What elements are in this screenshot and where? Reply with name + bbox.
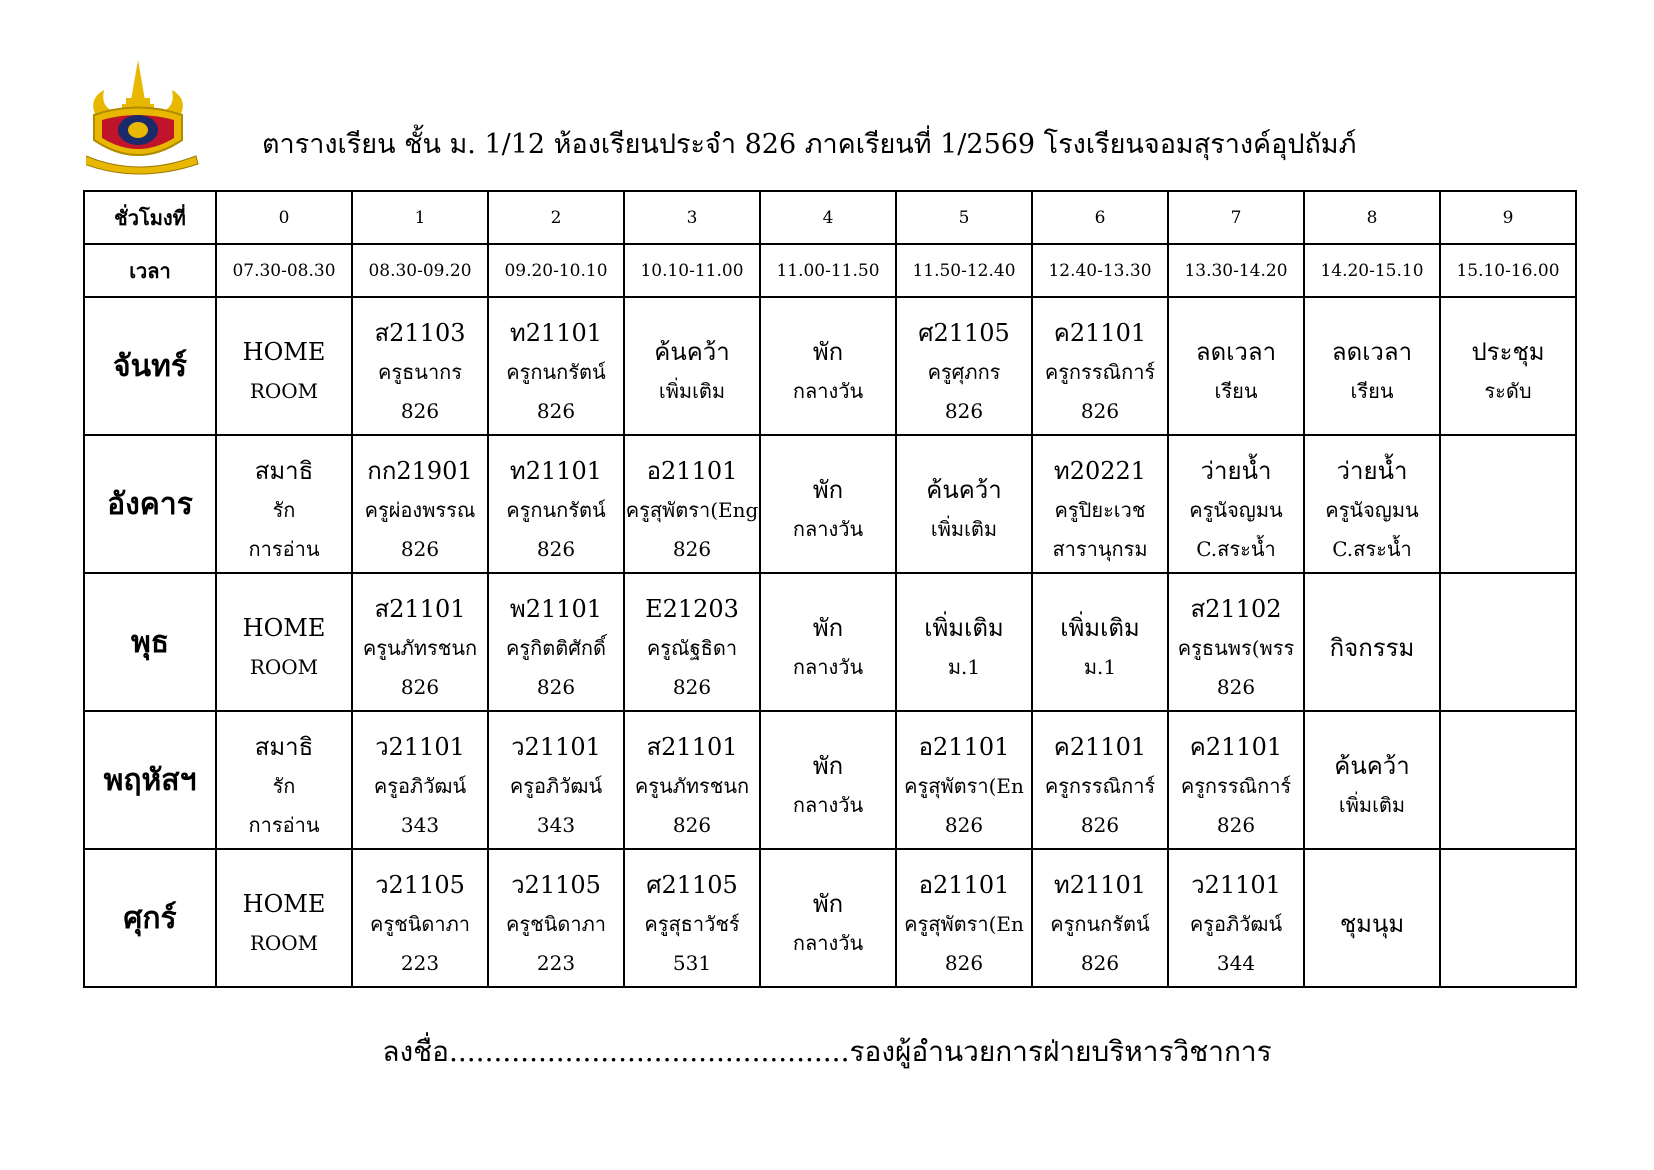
schedule-cell — [352, 849, 488, 987]
schedule-cell — [352, 711, 488, 849]
time-slot: 11.50-12.40 — [896, 244, 1032, 297]
time-slot: 12.40-13.30 — [1032, 244, 1168, 297]
schedule-cell — [1032, 711, 1168, 849]
period-number: 1 — [352, 191, 488, 244]
schedule-cell — [1440, 435, 1576, 573]
detail-text: ครูกรรณิการ์ — [1044, 359, 1156, 384]
room-text: 223 — [536, 950, 576, 975]
subject-text: อ21101 — [646, 456, 738, 485]
period-number: 2 — [488, 191, 624, 244]
subject-text: สมาธิ — [254, 732, 314, 761]
room-text: 826 — [672, 812, 712, 837]
time-slot: 09.20-10.10 — [488, 244, 624, 297]
subject-text: ค้นคว้า — [1334, 752, 1410, 780]
period-number: 9 — [1440, 191, 1576, 244]
schedule-cell — [488, 297, 624, 435]
room-text: 826 — [944, 398, 984, 423]
detail-text: ม.1 — [947, 655, 981, 679]
detail-text: ครูชนิดาภา — [370, 911, 470, 936]
subject-text: ส21103 — [374, 318, 466, 347]
detail-text: ครูผ่องพรรณ — [364, 497, 476, 522]
room-text: การอ่าน — [248, 536, 320, 561]
subject-text: ค21101 — [1053, 732, 1147, 761]
schedule-cell — [896, 711, 1032, 849]
detail-text: ครูณัฐธิดา — [646, 635, 738, 660]
schedule-cell — [1032, 849, 1168, 987]
room-text: 826 — [400, 398, 440, 423]
room-text: 344 — [1216, 950, 1256, 975]
room-text: 826 — [1216, 812, 1256, 837]
detail-text: ครูกนกรัตน์ — [506, 497, 606, 522]
day-row — [84, 711, 1576, 849]
schedule-cell — [216, 435, 352, 573]
time-slot: 10.10-11.00 — [624, 244, 760, 297]
subject-text: พัก — [812, 476, 844, 504]
day-row — [84, 849, 1576, 987]
subject-text: E21203 — [645, 594, 739, 623]
schedule-cell — [216, 297, 352, 435]
subject-text: ค้นคว้า — [926, 476, 1002, 504]
detail-text: เรียน — [1214, 379, 1258, 403]
room-text: 826 — [672, 674, 712, 699]
room-text: 826 — [1080, 398, 1120, 423]
period-number: 6 — [1032, 191, 1168, 244]
schedule-cell — [1032, 435, 1168, 573]
detail-text: ครูธนพร(พรร — [1177, 635, 1295, 660]
schedule-cell — [1168, 297, 1304, 435]
subject-text: สมาธิ — [254, 456, 314, 485]
time-slot: 07.30-08.30 — [216, 244, 352, 297]
detail-text: ครูกนกรัตน์ — [1050, 911, 1150, 936]
subject-text: ท21101 — [509, 456, 603, 485]
room-text: 826 — [944, 812, 984, 837]
subject-text: ว21101 — [511, 732, 601, 761]
period-number: 0 — [216, 191, 352, 244]
subject-text: ศ21105 — [918, 318, 1010, 347]
day-label: พฤหัสฯ — [84, 711, 216, 849]
detail-text: ครูอภิวัฒน์ — [509, 773, 603, 798]
schedule-cell — [216, 573, 352, 711]
subject-text: พัก — [812, 614, 844, 642]
period-number: 5 — [896, 191, 1032, 244]
schedule-cell — [352, 297, 488, 435]
detail-text: ครูสุพัตรา(En — [904, 911, 1024, 936]
detail-text: ครูศุภกร — [927, 359, 1001, 384]
detail-text: ครูสุพัตรา(En — [904, 773, 1024, 798]
schedule-cell — [1440, 573, 1576, 711]
room-text: 826 — [536, 536, 576, 561]
detail-text: ครูกิตติศักดิ์ — [506, 635, 606, 660]
detail-text: ครูนัจญมน — [1325, 497, 1419, 522]
subject-text: HOME — [242, 614, 326, 642]
detail-text: เพิ่มเติม — [658, 379, 726, 403]
room-text: C.สระน้ำ — [1332, 536, 1412, 561]
schedule-cell — [760, 297, 896, 435]
schedule-cell — [896, 297, 1032, 435]
room-text: 223 — [400, 950, 440, 975]
detail-text: ครูกรรณิการ์ — [1044, 773, 1156, 798]
schedule-cell — [624, 297, 760, 435]
detail-text: เพิ่มเติม — [930, 517, 998, 541]
detail-text: เพิ่มเติม — [1338, 793, 1406, 817]
subject-text: ลดเวลา — [1331, 338, 1413, 366]
room-text: การอ่าน — [248, 812, 320, 837]
subject-text: ส21101 — [374, 594, 466, 623]
schedule-cell — [1168, 849, 1304, 987]
schedule-cell — [760, 573, 896, 711]
schedule-cell — [896, 849, 1032, 987]
room-text: 531 — [672, 950, 712, 975]
subject-text: กิจกรรม — [1329, 633, 1415, 662]
schedule-cell — [1168, 711, 1304, 849]
schedule-cell — [488, 849, 624, 987]
room-text: 343 — [536, 812, 576, 837]
subject-text: พัก — [812, 338, 844, 366]
subject-text: ว่ายน้ำ — [1200, 456, 1272, 485]
schedule-cell — [760, 849, 896, 987]
room-text: 826 — [672, 536, 712, 561]
schedule-cell — [216, 711, 352, 849]
room-text: 826 — [400, 536, 440, 561]
schedule-cell — [1304, 573, 1440, 711]
detail-text: ROOM — [249, 379, 319, 403]
period-number: 4 — [760, 191, 896, 244]
schedule-cell — [624, 573, 760, 711]
time-slot: 15.10-16.00 — [1440, 244, 1576, 297]
time-label: เวลา — [84, 244, 216, 297]
day-label: จันทร์ — [84, 297, 216, 435]
schedule-cell — [624, 435, 760, 573]
timetable — [83, 190, 1577, 988]
schedule-cell — [1304, 849, 1440, 987]
detail-text: ครูธนากร — [377, 359, 463, 384]
subject-text: ว21105 — [511, 870, 601, 899]
time-slot: 11.00-11.50 — [760, 244, 896, 297]
subject-text: ลดเวลา — [1195, 338, 1277, 366]
subject-text: ว21101 — [375, 732, 465, 761]
subject-text: เพิ่มเติม — [924, 614, 1004, 642]
day-label: อังคาร — [84, 435, 216, 573]
subject-text: ว21101 — [1191, 870, 1281, 899]
subject-text: อ21101 — [918, 732, 1010, 761]
detail-text: ครูอภิวัฒน์ — [1189, 911, 1283, 936]
room-text: 826 — [944, 950, 984, 975]
day-row — [84, 573, 1576, 711]
detail-text: กลางวัน — [792, 655, 864, 679]
detail-text: ครูนภัทรชนก — [634, 773, 750, 798]
schedule-cell — [216, 849, 352, 987]
schedule-cell — [488, 711, 624, 849]
day-label: ศุกร์ — [84, 849, 216, 987]
detail-text: ครูนภัทรชนก — [362, 635, 478, 660]
subject-text: พัก — [812, 752, 844, 780]
room-text: 826 — [536, 398, 576, 423]
schedule-cell — [1304, 435, 1440, 573]
period-number: 7 — [1168, 191, 1304, 244]
schedule-cell — [896, 573, 1032, 711]
subject-text: ประชุม — [1471, 338, 1545, 366]
subject-text: ส21102 — [1190, 594, 1282, 623]
schedule-cell — [1304, 711, 1440, 849]
detail-text: ระดับ — [1484, 379, 1532, 403]
room-text: 826 — [1216, 674, 1256, 699]
period-number: 3 — [624, 191, 760, 244]
subject-text: อ21101 — [918, 870, 1010, 899]
subject-text: ท21101 — [509, 318, 603, 347]
room-text: 826 — [536, 674, 576, 699]
subject-text: พัก — [812, 890, 844, 918]
room-text: 826 — [400, 674, 440, 699]
detail-text: ครูสุธาวัชร์ — [644, 911, 740, 936]
subject-text: HOME — [242, 890, 326, 918]
day-row — [84, 435, 1576, 573]
subject-text: ชุมนุม — [1339, 909, 1405, 938]
detail-text: ครูนัจญมน — [1189, 497, 1283, 522]
schedule-cell — [896, 435, 1032, 573]
subject-text: เพิ่มเติม — [1060, 614, 1140, 642]
detail-text: กลางวัน — [792, 379, 864, 403]
schedule-cell — [1440, 711, 1576, 849]
detail-text: ครูปิยะเวช — [1054, 497, 1146, 522]
detail-text: ครูชนิดาภา — [506, 911, 606, 936]
subject-text: ท20221 — [1053, 456, 1147, 485]
time-header-row — [84, 244, 1576, 297]
subject-text: ค21101 — [1189, 732, 1283, 761]
document-title: ตารางเรียน ชั้น ม. 1/12 ห้องเรียนประจำ 826 ภาคเรียนที่ 1/2569 โรงเรียนจอมสุรางค์อุปถัมภ์ — [262, 129, 1357, 160]
subject-text: ว่ายน้ำ — [1336, 456, 1408, 485]
schedule-cell — [624, 849, 760, 987]
detail-text: ครูกนกรัตน์ — [506, 359, 606, 384]
schedule-cell — [1304, 297, 1440, 435]
detail-text: รัก — [272, 497, 296, 522]
schedule-cell — [1168, 435, 1304, 573]
detail-text: ม.1 — [1083, 655, 1117, 679]
day-label: พุธ — [84, 573, 216, 711]
schedule-cell — [488, 435, 624, 573]
schedule-cell — [352, 435, 488, 573]
detail-text: กลางวัน — [792, 793, 864, 817]
time-slot: 13.30-14.20 — [1168, 244, 1304, 297]
subject-text: ว21105 — [375, 870, 465, 899]
detail-text: ครูสุพัตรา(Eng — [625, 497, 759, 522]
detail-text: เรียน — [1350, 379, 1394, 403]
room-text: C.สระน้ำ — [1196, 536, 1276, 561]
subject-text: ท21101 — [1053, 870, 1147, 899]
subject-text: พ21101 — [509, 594, 603, 623]
detail-text: ROOM — [249, 655, 319, 679]
period-header-row — [84, 191, 1576, 244]
schedule-cell — [1440, 297, 1576, 435]
schedule-cell — [1440, 849, 1576, 987]
subject-text: ค21101 — [1053, 318, 1147, 347]
detail-text: รัก — [272, 773, 296, 798]
schedule-cell — [488, 573, 624, 711]
room-text: สารานุกรม — [1052, 536, 1148, 561]
subject-text: กก21901 — [367, 456, 473, 485]
schedule-cell — [1032, 573, 1168, 711]
detail-text: กลางวัน — [792, 517, 864, 541]
room-text: 826 — [1080, 812, 1120, 837]
room-text: 343 — [400, 812, 440, 837]
emblem-icon — [86, 60, 216, 182]
signature-line: ลงชื่อ.............................................รองผู้อำนวยการฝ่ายบริหารวิชาการ — [382, 1035, 1272, 1068]
school-logo — [86, 60, 216, 182]
room-text: 826 — [1080, 950, 1120, 975]
schedule-cell — [352, 573, 488, 711]
subject-text: ส21101 — [646, 732, 738, 761]
schedule-cell — [1168, 573, 1304, 711]
detail-text: ครูกรรณิการ์ — [1180, 773, 1292, 798]
time-slot: 14.20-15.10 — [1304, 244, 1440, 297]
detail-text: ครูอภิวัฒน์ — [373, 773, 467, 798]
schedule-cell — [760, 711, 896, 849]
detail-text: กลางวัน — [792, 931, 864, 955]
subject-text: HOME — [242, 338, 326, 366]
schedule-cell — [1032, 297, 1168, 435]
schedule-cell — [624, 711, 760, 849]
detail-text: ROOM — [249, 931, 319, 955]
day-row — [84, 297, 1576, 435]
time-slot: 08.30-09.20 — [352, 244, 488, 297]
schedule-cell — [760, 435, 896, 573]
period-label: ชั่วโมงที่ — [84, 191, 216, 244]
subject-text: ศ21105 — [646, 870, 738, 899]
period-number: 8 — [1304, 191, 1440, 244]
subject-text: ค้นคว้า — [654, 338, 730, 366]
